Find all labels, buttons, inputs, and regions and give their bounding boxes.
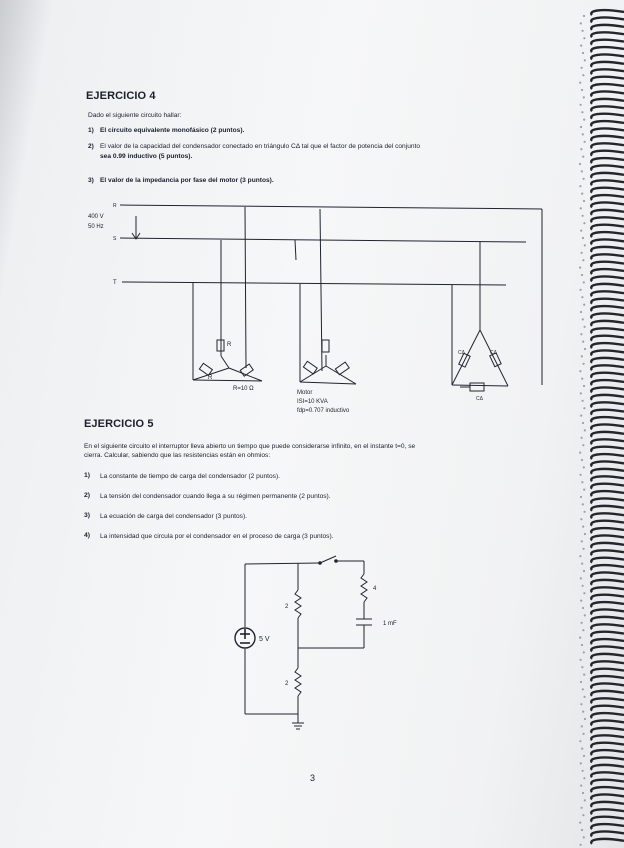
frequency-label: 50 Hz [88, 224, 104, 230]
capacitor-label: 1 mF [383, 621, 397, 627]
capacitor-left-label: CΔ [458, 350, 465, 356]
exercise-4-title: EJERCICIO 4 [86, 90, 156, 102]
question-text: La intensidad que circula por el condensador en el proceso de carga (3 puntos). [100, 533, 334, 540]
capacitor-bottom-label: CΔ [476, 396, 483, 402]
resistor-top-label: 2 [285, 604, 289, 610]
resistor-bottom [295, 668, 301, 696]
phase-r-label: R [113, 203, 117, 209]
resistor-top [295, 590, 301, 618]
question-text: La constante de tiempo de carga del condensador (2 puntos). [100, 473, 280, 480]
question-number: 3) [88, 177, 94, 184]
question-text: El valor de la impedancia por fase del motor (3 puntos). [100, 177, 274, 184]
resistor-value-label: R=10 Ω [233, 386, 254, 392]
page-number: 3 [310, 773, 316, 783]
exercise-4-intro: Dado el siguiente circuito hallar: [88, 112, 182, 119]
source-label: 5 V [259, 636, 270, 643]
voltage-label: 400 V [88, 214, 104, 220]
question-number: 1) [84, 472, 91, 479]
question-text-continued: sea 0.99 inductivo (5 puntos). [100, 153, 193, 160]
question-text: El circuito equivalente monofásico (2 puntos). [100, 127, 245, 134]
motor-name-label: Motor [297, 390, 313, 396]
phase-t-label: T [113, 280, 117, 286]
resistor-bottom-label: 2 [285, 681, 289, 687]
resistor-right-label: 4 [373, 586, 377, 592]
question-text: La ecuación de carga del condensador (3 puntos). [100, 513, 247, 520]
resistor-right [361, 574, 367, 602]
question-number: 1) [88, 127, 94, 134]
motor-pf-label: fdp=0.707 inductivo [297, 408, 350, 414]
question-number: 4) [84, 532, 91, 539]
exercise-5-intro-line-1: En el siguiente circuito el interruptor lleva abierto un tiempo que puede considerarse infinito, en el instante t=0, se [84, 443, 416, 450]
motor-power-label: ISI=10 KVA [297, 399, 328, 405]
question-text: El valor de la capacidad del condensador conectado en triángulo CΔ tal que el factor de potencia del conjunto [100, 143, 421, 150]
question-number: 2) [84, 492, 91, 499]
exercise-5-intro-line-2: cierra. Calcular, sabiendo que las resistencias están en ohmios: [84, 452, 271, 459]
exercise-5-title: EJERCICIO 5 [84, 418, 154, 430]
capacitor-right-label: CΔ [490, 350, 497, 356]
question-number: 3) [84, 512, 91, 519]
resistor-label-b: R [208, 375, 213, 381]
question-text: La tensión del condensador cuando llega a su régimen permanente (2 puntos). [100, 493, 331, 500]
switch [320, 556, 336, 563]
phase-s-label: S [113, 236, 117, 242]
resistor-label: R [227, 342, 232, 348]
question-number: 2) [88, 143, 94, 150]
top-wire [245, 563, 320, 564]
